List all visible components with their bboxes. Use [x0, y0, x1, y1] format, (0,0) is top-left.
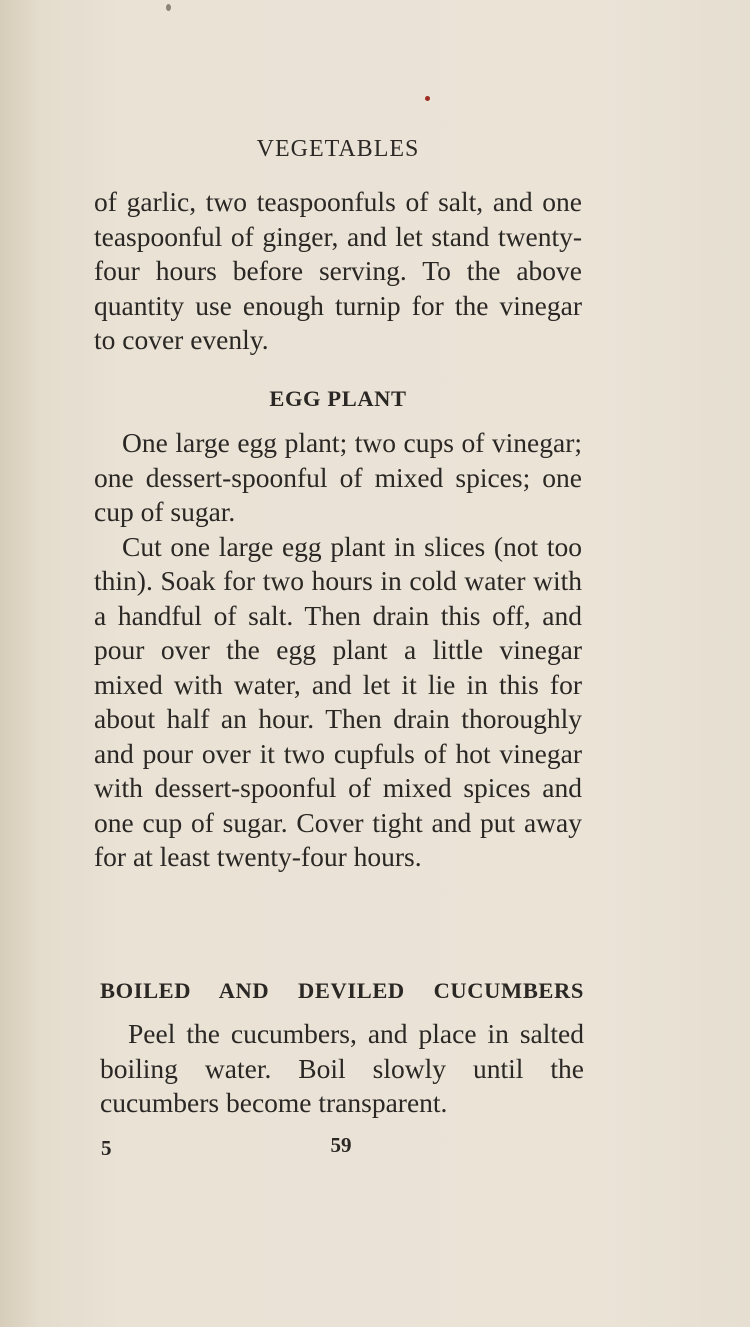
section-heading-egg-plant: EGG PLANT: [269, 386, 407, 411]
continuation-paragraph: of garlic, two teaspoonfuls of salt, and one teaspoonful of ginger, and let stand twenty-four hours before serving. To the above quantity use enough turnip for the vinegar to cover evenly.: [94, 186, 582, 355]
signature-mark: 5: [101, 1136, 112, 1160]
egg-plant-method: Cut one large egg plant in slices (not too thin). Soak for two hours in cold water with a handful of salt. Then drain this off, and pour over the egg plant a little vinegar mixed with water, and let it lie in this for about half an hour. Then drain thoroughly and pour over it two cupfuls of hot vinegar with dessert-spoonful of mixed spices and one cup of sugar. Cover tight and put away for at least twenty-four hours.: [94, 530, 582, 872]
section-heading-cucumbers: BOILED AND DEVILED CUCUMBERS: [100, 978, 584, 1003]
cucumbers-paragraph: Peel the cucumbers, and place in salted boiling water. Boil slowly until the cucumbers become transparent.: [100, 1018, 584, 1118]
red-ink-speck: [425, 96, 430, 101]
page-number: 59: [330, 1133, 352, 1157]
egg-plant-section: [94, 426, 582, 875]
cucumbers-section: [100, 1017, 584, 1121]
ink-speck: [166, 4, 171, 11]
running-head: VEGETABLES: [256, 136, 420, 162]
egg-plant-ingredients: One large egg plant; two cups of vinegar; one dessert-spoonful of mixed spices; one cup of sugar.: [94, 427, 582, 527]
continuation-block: [94, 185, 582, 358]
